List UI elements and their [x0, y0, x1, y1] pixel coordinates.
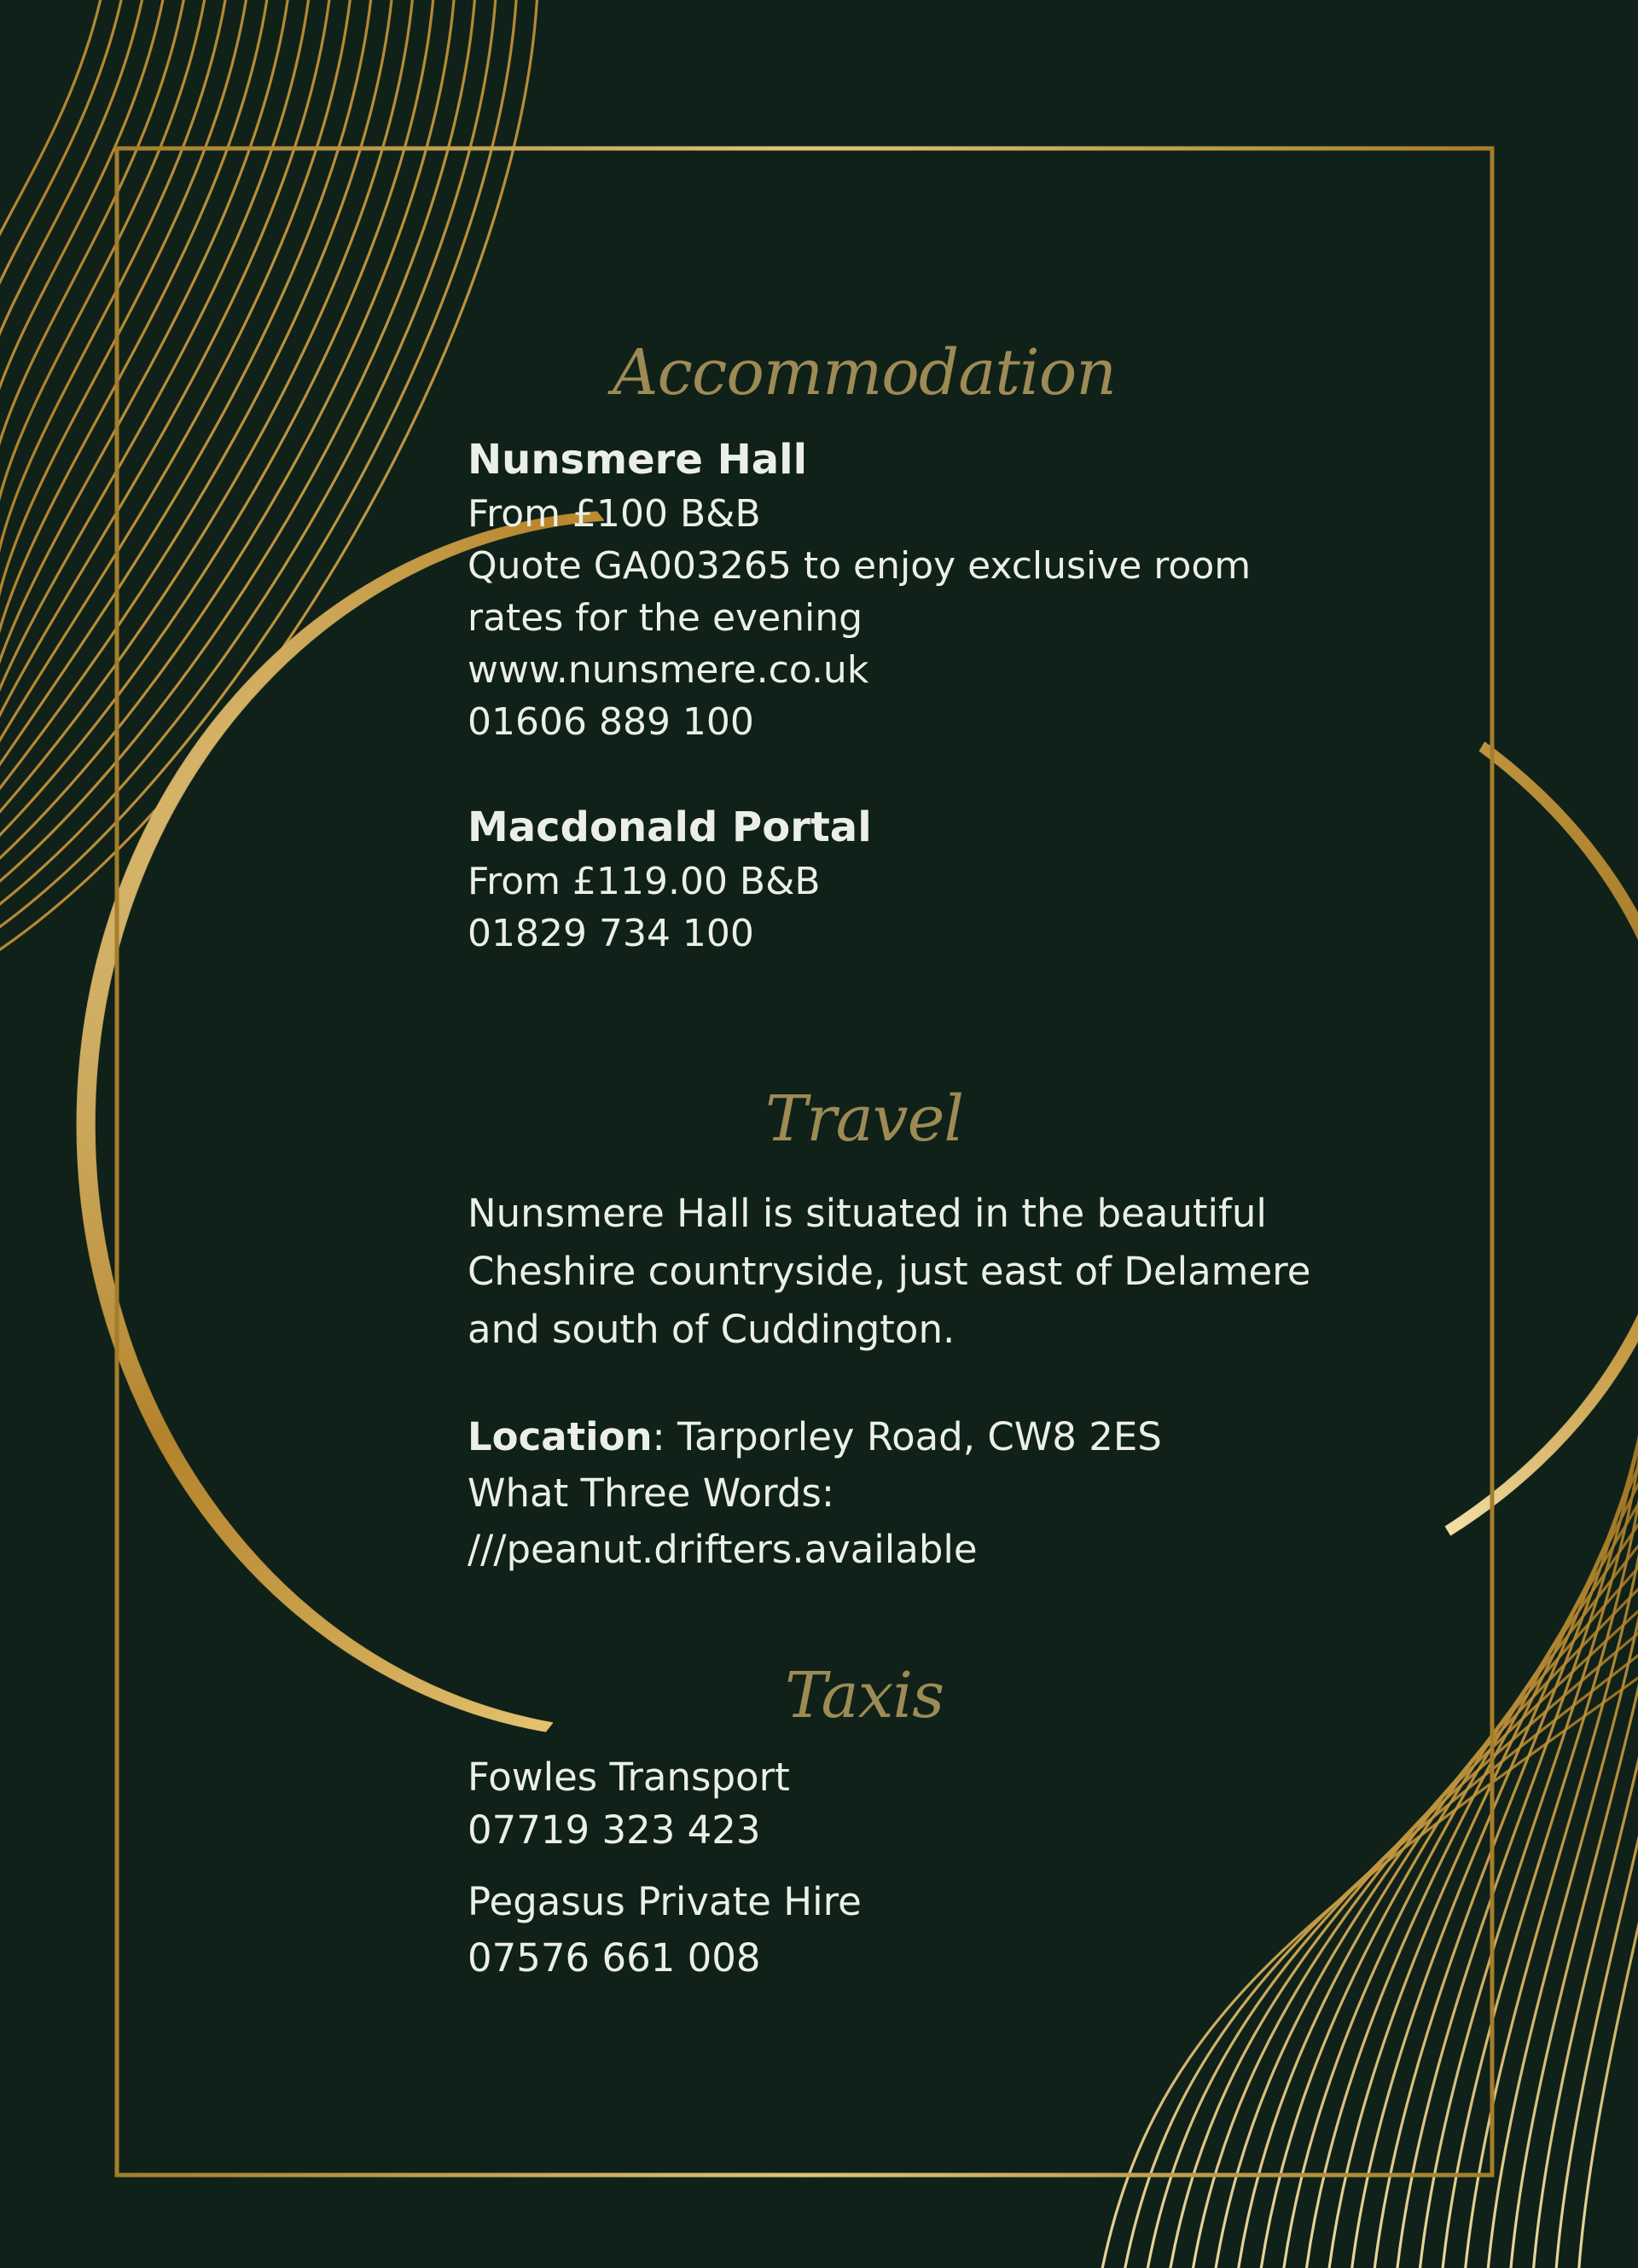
taxi-name: Fowles Transport: [468, 1755, 790, 1800]
location-value: : Tarporley Road, CW8 2ES: [652, 1414, 1162, 1459]
hotel-website-link[interactable]: www.nunsmere.co.uk: [468, 648, 869, 692]
hotel-name: Macdonald Portal: [468, 803, 872, 851]
taxi-entry: [468, 1751, 1304, 1857]
accommodation-heading: Accommodation: [613, 336, 1116, 409]
travel-description-line: Nunsmere Hall is situated in the beautiful: [468, 1191, 1267, 1236]
w3w-label: What Three Words:: [468, 1470, 835, 1516]
content-column: [468, 336, 1311, 1987]
taxi-entry: [468, 1874, 1304, 1987]
accommodation-section: [468, 336, 1304, 960]
travel-description-line: and south of Cuddington.: [468, 1307, 956, 1352]
hotel-entry: [468, 432, 1304, 748]
travel-section: [468, 1082, 1311, 1579]
location-line: [468, 1408, 1304, 1466]
taxi-name: Pegasus Private Hire: [468, 1879, 862, 1924]
hotel-entry: [468, 799, 1304, 960]
hotel-quote-line: Quote GA003265 to enjoy exclusive room: [468, 544, 1252, 588]
hotel-price: From £100 B&B: [468, 492, 761, 536]
location-label: Location: [468, 1414, 653, 1459]
hotel-phone: 01829 734 100: [468, 912, 754, 955]
travel-description-line: Cheshire countryside, just east of Delamere: [468, 1249, 1311, 1294]
hotel-price: From £119.00 B&B: [468, 860, 821, 903]
hotel-quote-line: rates for the evening: [468, 596, 863, 640]
travel-heading: Travel: [764, 1082, 964, 1156]
hotel-name: Nunsmere Hall: [468, 436, 808, 484]
taxis-section: [468, 1659, 1304, 1987]
taxis-heading: Taxis: [784, 1659, 944, 1732]
taxi-phone: 07576 661 008: [468, 1935, 761, 1981]
taxi-phone: 07719 323 423: [468, 1807, 761, 1853]
hotel-phone: 01606 889 100: [468, 700, 754, 744]
w3w-value: ///peanut.drifters.available: [468, 1527, 978, 1572]
